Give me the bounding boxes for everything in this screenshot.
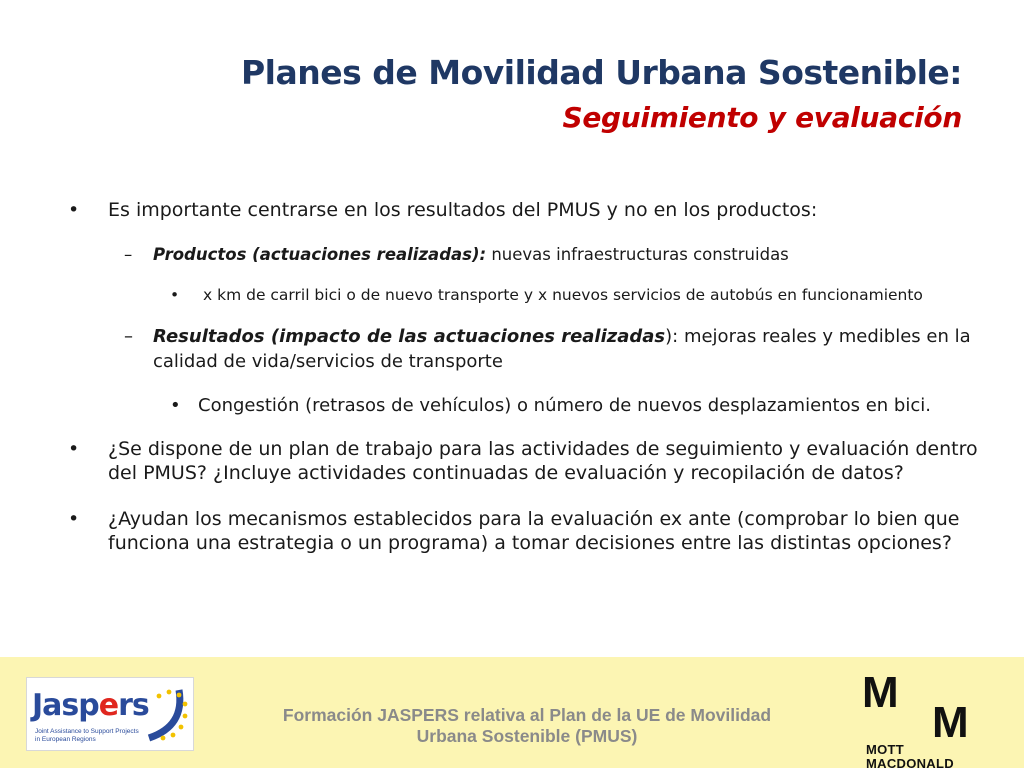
bullet-line: ¿Ayudan los mecanismos establecidos para la evaluación ex ante (comprobar lo bien que: [108, 508, 960, 530]
jaspers-wordmark: [32, 688, 149, 723]
mott-line: MOTT: [866, 742, 905, 757]
bullet-item: [153, 324, 971, 374]
bullet-line: funciona una estrategia o un programa) a tomar decisiones entre las distintas opciones?: [108, 532, 952, 554]
page-subtitle: Seguimiento y evaluación: [562, 101, 962, 134]
mott-line: MACDONALD: [866, 756, 954, 771]
bullet-marker: •: [170, 286, 180, 304]
logo-text: Jasp: [32, 688, 99, 723]
dash-marker: –: [124, 245, 133, 264]
jaspers-logo: [26, 677, 194, 751]
footer-line: Urbana Sostenible (PMUS): [416, 726, 638, 746]
bullet-marker: •: [68, 438, 80, 460]
bullet-item: [108, 437, 978, 485]
bullet-item: Congestión (retrasos de vehículos) o número de nuevos desplazamientos en bici.: [198, 395, 931, 416]
bullet-text: nuevas infraestructuras construidas: [486, 245, 789, 264]
bold-label: Resultados (impacto de las actuaciones realizadas: [153, 326, 666, 347]
bullet-marker: •: [68, 508, 80, 530]
bullet-marker: •: [68, 199, 80, 221]
footer-caption: [232, 705, 822, 747]
logo-text-accent: e: [98, 688, 119, 723]
jaspers-tagline: Joint Assistance to Support Projects in European Regions: [35, 728, 139, 743]
dash-marker: –: [124, 326, 133, 347]
bullet-item: [153, 243, 789, 266]
bullet-line: calidad de vida/servicios de transporte: [153, 351, 503, 372]
bullet-line: ¿Se dispone de un plan de trabajo para las actividades de seguimiento y evaluación dentro: [108, 438, 978, 460]
bold-label: Productos (actuaciones realizadas):: [153, 245, 487, 264]
bullet-item: [108, 507, 959, 555]
footer-bar: [0, 657, 1024, 771]
mott-logo-m: M: [932, 698, 969, 747]
bullet-line: [153, 324, 971, 349]
page-title: Planes de Movilidad Urbana Sostenible:: [241, 53, 962, 92]
eu-stars-icon: [145, 686, 189, 744]
footer-line: Formación JASPERS relativa al Plan de la UE de Movilidad: [282, 705, 772, 725]
logo-text: rs: [118, 688, 149, 723]
bullet-item: x km de carril bici o de nuevo transporte y x nuevos servicios de autobús en funcionamiento: [203, 286, 923, 304]
bullet-marker: •: [170, 395, 181, 416]
mott-macdonald-logo-text: [866, 743, 954, 771]
bullet-line: del PMUS? ¿Incluye actividades continuadas de evaluación y recopilación de datos?: [108, 462, 904, 484]
bullet-item: Es importante centrarse en los resultados del PMUS y no en los productos:: [108, 199, 818, 221]
mott-logo-m: M: [862, 668, 899, 717]
bullet-text: ): mejoras reales y medibles en la: [665, 326, 971, 347]
